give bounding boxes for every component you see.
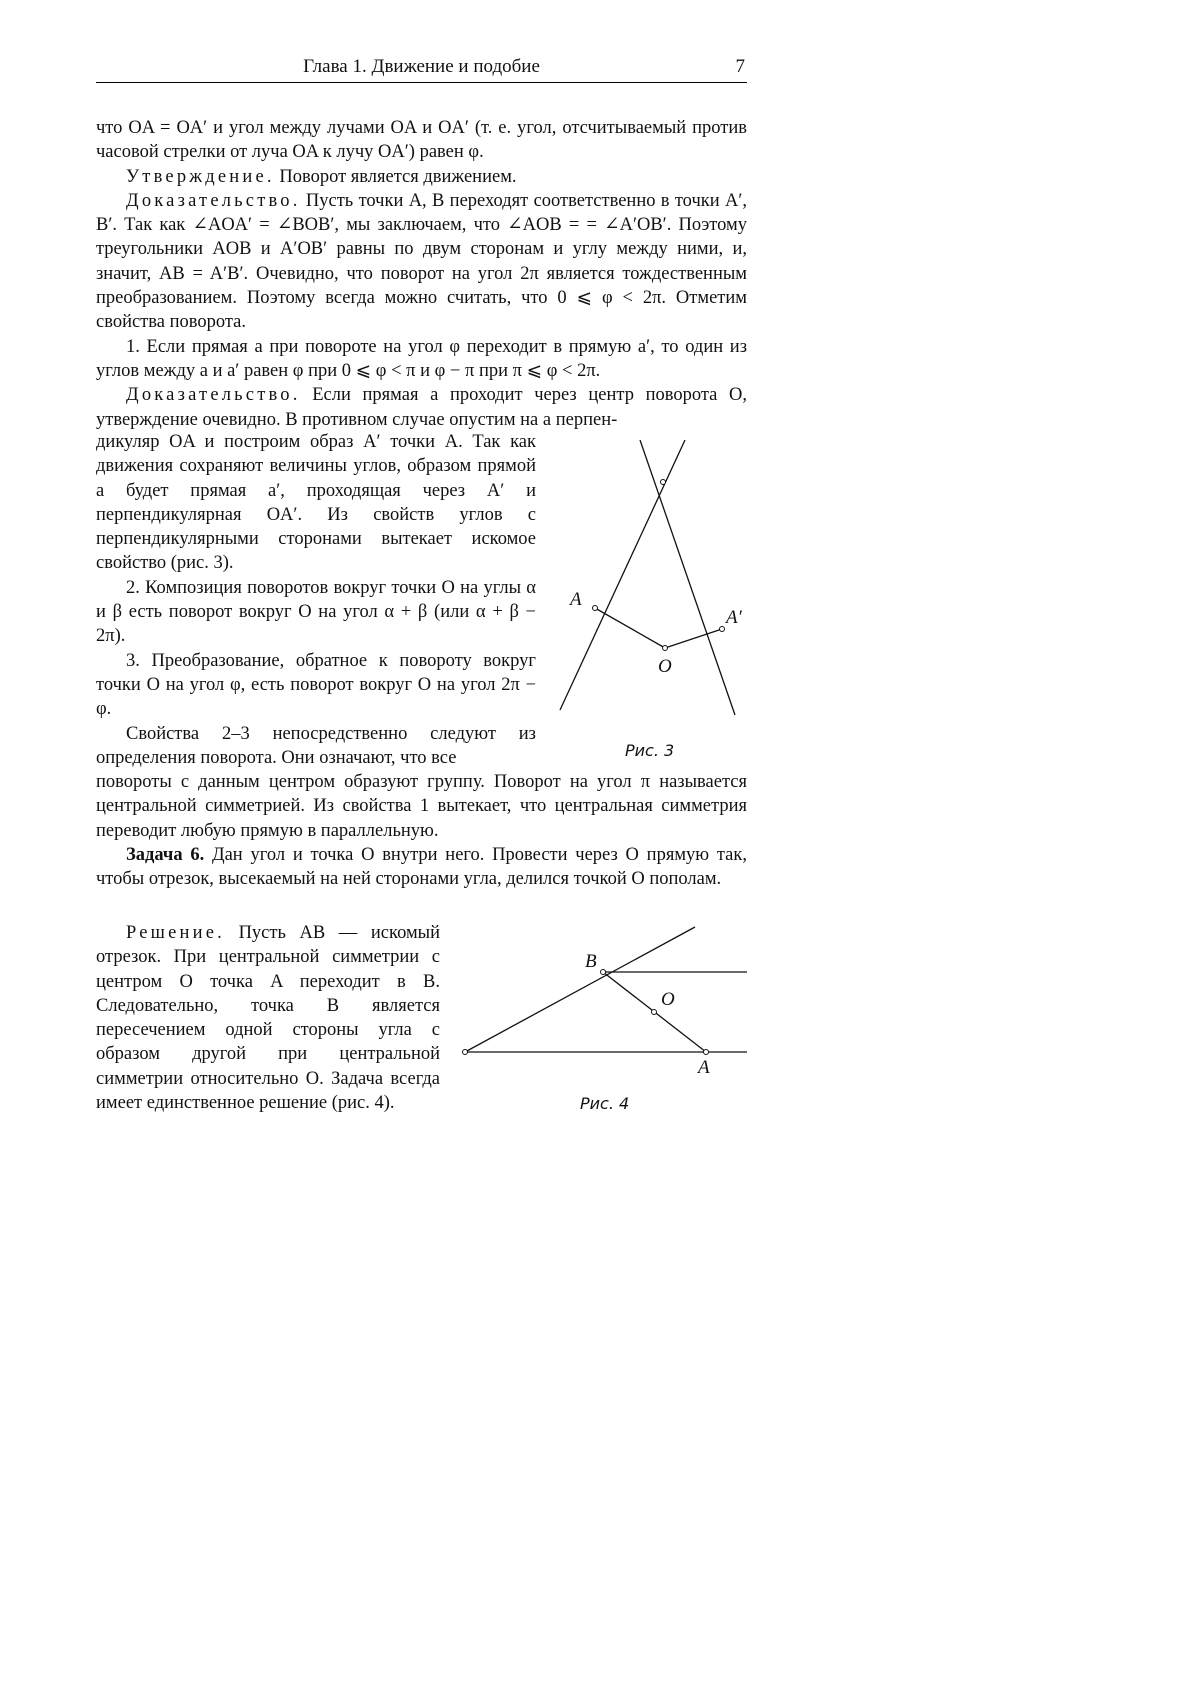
- paragraph-1: что OA = OA′ и угол между лучами OA и OA′ (т. е. угол, отсчитываемый против часовой стрелки от луча OA к лучу OA′) равен φ.: [96, 116, 747, 165]
- label-A: A: [568, 589, 582, 610]
- paragraph-group: повороты с данным центром образуют группу. Поворот на угол π называется центральной симметрией. Из свойства 1 вытекает, что центральная симметрия переводит любую прямую в параллельную.: [96, 770, 747, 843]
- segment-OA: [595, 608, 665, 648]
- proof-label-2: Доказательство.: [126, 385, 301, 405]
- proof-text-2a: Если прямая a проходит через центр поворота O, утверждение очевидно. В противном случае опустим на a перпен-: [96, 385, 747, 429]
- text-block-narrow: [96, 430, 536, 770]
- line-a-prime: [640, 440, 735, 715]
- text-block-top: [96, 116, 747, 432]
- label-O: O: [658, 656, 672, 677]
- text-block-solution: [96, 921, 440, 1115]
- page-number: 7: [736, 56, 746, 78]
- figure-4-caption: Рис. 4: [580, 1094, 629, 1113]
- point-A: [704, 1050, 709, 1055]
- point-A: [593, 606, 598, 611]
- vertex-point: [463, 1050, 468, 1055]
- proof-label-1: Доказательство.: [126, 191, 301, 211]
- point-O: [652, 1010, 657, 1015]
- label-A: A: [696, 1057, 710, 1078]
- paragraph-proof-2: [96, 383, 747, 432]
- paragraph-solution: [96, 921, 440, 1115]
- paragraph-problem-6: [96, 843, 747, 892]
- point-A-prime: [720, 627, 725, 632]
- paragraph-statement: [96, 165, 747, 189]
- solution-text: Пусть AB — искомый отрезок. При центральной симметрии с центром O точка A переходит в B. Следовательно, точка B является пересечением одной стороны угла с образом другой при центральной симметрии относительно O. Задача всегда имеет единственное решение (рис. 4).: [96, 923, 440, 1113]
- figure-3-caption: Рис. 3: [625, 741, 674, 760]
- figure-4: [455, 925, 750, 1080]
- paragraph-proof-2b: дикуляр OA и построим образ A′ точки A. Так как движения сохраняют величины углов, образом прямой a будет прямая a′, проходящая через A′ и перпендикулярная OA′. Из свойств углов с перпендикулярными сторонами вытекает искомое свойство (рис. 3).: [96, 430, 536, 576]
- proof-text-1: Пусть точки A, B переходят соответственно в точки A′, B′. Так как ∠AOA′ = ∠BOB′, мы заключаем, что ∠AOB = = ∠A′OB′. Поэтому треугольники AOB и A′OB′ равны по двум сторонам и углу между ними, и, значит, AB = A′B′. Очевидно, что поворот на угол 2π является тождественным преобразованием. Поэтому всегда можно считать, что 0 ⩽ φ < 2π. Отметим свойства поворота.: [96, 191, 747, 332]
- intersection-point: [661, 480, 666, 485]
- problem-6-text: Дан угол и точка O внутри него. Провести через O прямую так, чтобы отрезок, высекаемый на ней сторонами угла, делился точкой O пополам.: [96, 845, 747, 889]
- point-B: [601, 970, 606, 975]
- chapter-title: Глава 1. Движение и подобие: [96, 56, 747, 78]
- paragraph-property-2: 2. Композиция поворотов вокруг точки O на углы α и β есть поворот вокруг O на угол α + β (или α + β − 2π).: [96, 576, 536, 649]
- problem-6-label: Задача 6.: [126, 845, 204, 865]
- text-block-middle: [96, 770, 747, 891]
- label-O: O: [661, 989, 675, 1010]
- label-A-prime: A′: [724, 607, 743, 628]
- statement-text: Поворот является движением.: [279, 167, 516, 187]
- paragraph-property-1: 1. Если прямая a при повороте на угол φ переходит в прямую a′, то один из углов между a и a′ равен φ при 0 ⩽ φ < π и φ − π при π ⩽ φ < 2π.: [96, 335, 747, 384]
- statement-label: Утверждение.: [126, 167, 275, 187]
- paragraph-property-3: 3. Преобразование, обратное к повороту вокруг точки O на угол φ, есть поворот вокруг O на угол 2π − φ.: [96, 649, 536, 722]
- running-header: [96, 54, 747, 83]
- label-B: B: [585, 951, 597, 972]
- point-O: [663, 646, 668, 651]
- figure-3: [540, 440, 750, 720]
- segment-OA-prime: [665, 629, 722, 648]
- paragraph-proof-1: [96, 189, 747, 335]
- solution-label: Решение.: [126, 923, 225, 943]
- paragraph-properties-note: Свойства 2–3 непосредственно следуют из определения поворота. Они означают, что все: [96, 722, 536, 771]
